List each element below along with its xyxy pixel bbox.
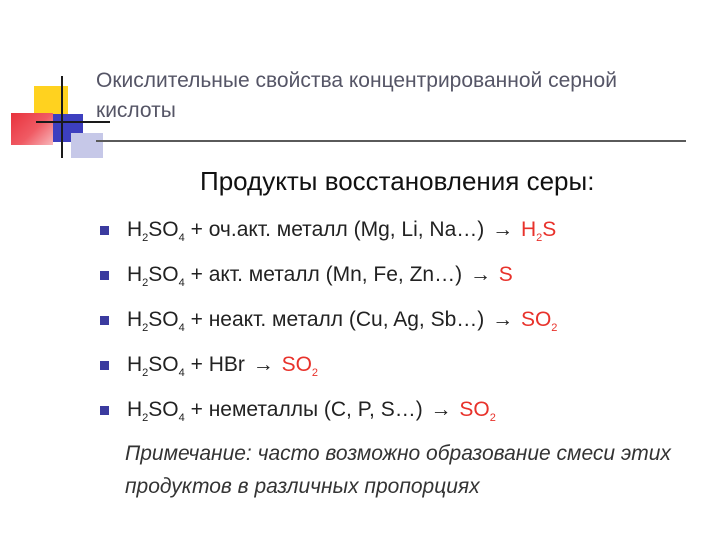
bullet-square-icon xyxy=(100,226,109,235)
formula-subscript: 4 xyxy=(178,322,185,334)
product-tail: S xyxy=(542,218,557,241)
title-divider xyxy=(96,140,686,142)
formula-subscript: 2 xyxy=(142,277,149,289)
logo-vertical-line xyxy=(61,76,63,158)
product xyxy=(281,353,319,379)
formula-subscript: 4 xyxy=(178,367,185,379)
arrow-icon: → xyxy=(492,218,514,241)
reaction-text xyxy=(127,353,318,379)
reaction-text xyxy=(127,398,496,424)
bullet-square-icon xyxy=(100,406,109,415)
formula-so: SO xyxy=(148,218,179,241)
reaction-text xyxy=(127,218,556,244)
formula-subscript: 2 xyxy=(142,412,149,424)
product-subscript: 2 xyxy=(551,322,558,334)
reactant-text: + HBr xyxy=(190,353,245,376)
formula-subscript: 2 xyxy=(142,322,149,334)
red-square xyxy=(11,113,53,145)
product-main: SO xyxy=(281,353,312,376)
arrow-icon: → xyxy=(492,308,514,331)
formula-h: H xyxy=(127,353,143,376)
formula-h: H xyxy=(127,218,143,241)
decorative-squares-logo xyxy=(0,0,110,170)
list-item xyxy=(100,390,700,435)
list-item xyxy=(100,255,700,300)
formula-so: SO xyxy=(148,308,179,331)
formula-so: SO xyxy=(148,398,179,421)
note-text: Примечание: часто возможно образование смеси этих продуктов в различных пропорциях xyxy=(125,442,671,498)
product-subscript: 2 xyxy=(489,412,496,424)
formula-subscript: 2 xyxy=(142,367,149,379)
formula-subscript: 4 xyxy=(178,232,185,244)
product xyxy=(520,308,558,334)
bullet-square-icon xyxy=(100,316,109,325)
reaction-text xyxy=(127,263,513,289)
formula-subscript: 4 xyxy=(178,412,185,424)
reactant-text: + оч.акт. металл (Mg, Li, Na…) xyxy=(190,218,485,241)
product-main: S xyxy=(498,263,513,286)
formula-so: SO xyxy=(148,263,179,286)
formula-h: H xyxy=(127,308,143,331)
formula-so: SO xyxy=(148,353,179,376)
arrow-icon: → xyxy=(469,263,491,286)
list-item xyxy=(100,210,700,255)
slide-subtitle: Продукты восстановления серы: xyxy=(200,166,595,196)
arrow-icon: → xyxy=(252,353,274,376)
product-main: H xyxy=(520,218,537,241)
reactant-text: + неакт. металл (Cu, Ag, Sb…) xyxy=(190,308,485,331)
product-main: SO xyxy=(520,308,552,331)
bullet-square-icon xyxy=(100,271,109,280)
list-item xyxy=(100,345,700,390)
formula-subscript: 4 xyxy=(178,277,185,289)
product-subscript: 2 xyxy=(311,367,319,379)
product-main: SO xyxy=(459,398,490,421)
product xyxy=(520,218,557,244)
product xyxy=(459,398,496,424)
formula-h: H xyxy=(127,263,143,286)
reaction-text xyxy=(127,308,557,334)
list-item xyxy=(100,300,700,345)
formula-h: H xyxy=(127,398,143,421)
slide-title: Окислительные свойства концентрированной серной кислоты xyxy=(96,69,617,122)
lavender-square xyxy=(71,133,103,158)
arrow-icon: → xyxy=(430,398,452,421)
bullet-square-icon xyxy=(100,361,109,370)
product-subscript: 2 xyxy=(536,232,543,244)
reaction-list xyxy=(100,210,700,435)
reactant-text: + неметаллы (C, P, S…) xyxy=(190,398,423,421)
reactant-text: + акт. металл (Mn, Fe, Zn…) xyxy=(190,263,463,286)
product xyxy=(499,263,513,286)
formula-subscript: 2 xyxy=(142,232,149,244)
